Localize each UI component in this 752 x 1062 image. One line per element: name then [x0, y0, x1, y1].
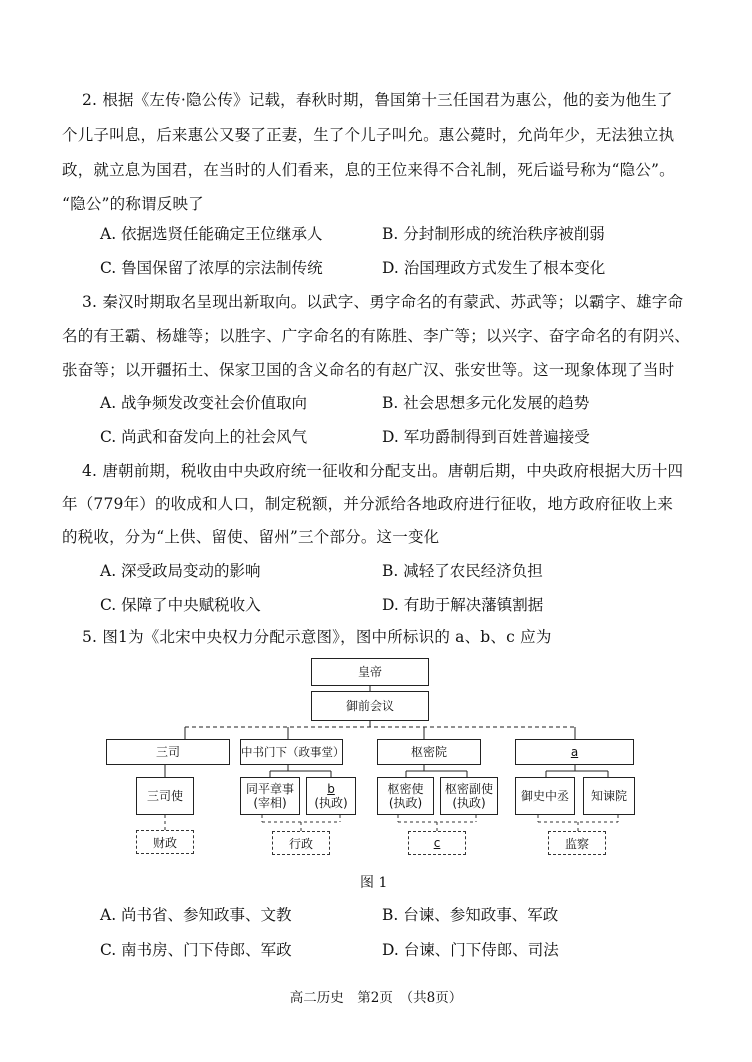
diagram-xingzheng: 行政 [272, 831, 330, 855]
diagram-shumifushi [440, 777, 498, 815]
diagram-zhijianyuan: 知谏院 [583, 777, 635, 815]
q4-option-b[interactable]: B. 减轻了农民经济负担 [382, 562, 543, 580]
figure-caption: 图 1 [360, 875, 388, 891]
diagram-shumifushi-title: 枢密副使 [444, 782, 493, 796]
q5-option-d[interactable]: D. 台谏、门下侍郎、司法 [382, 941, 559, 959]
diagram-shumishi-sub: (执政) [388, 796, 423, 810]
diagram-zhongshu-menxia: 中书门下（政事堂） [240, 739, 343, 765]
q4-option-a[interactable]: A. 深受政局变动的影响 [100, 562, 261, 580]
diagram-emperor: 皇帝 [311, 658, 429, 686]
q3-option-d[interactable]: D. 军功爵制得到百姓普遍接受 [382, 428, 590, 446]
q5-stem: 5. 图1为《北宋中央权力分配示意图》，图中所标识的 a、b、c 应为 [82, 628, 552, 646]
diagram-sansi-shi: 三司使 [136, 777, 194, 815]
diagram-tongpingzhangshi [240, 777, 300, 815]
diagram-yushi-zhongcheng: 御史中丞 [515, 777, 575, 815]
q3-option-a[interactable]: A. 战争频发改变社会价值取向 [100, 394, 308, 412]
diagram-sansi: 三司 [106, 739, 230, 765]
q3-stem-line-3: 张奋等；以开疆拓土、保家卫国的含义命名的有赵广汉、张安世等。这一现象体现了当时 [62, 361, 675, 379]
page-footer: 高二历史 第2页 （共8页） [289, 990, 463, 1006]
q4-stem-line-2: 年（779年）的收成和人口，制定税额，并分派给各地政府进行征收，地方政府征收上来 [62, 495, 674, 513]
q3-stem-line-1: 3. 秦汉时期取名呈现出新取向。以武字、勇字命名的有蒙武、苏武等；以霸字、雄字命 [82, 293, 684, 311]
q2-option-d[interactable]: D. 治国理政方式发生了根本变化 [382, 259, 606, 277]
diagram-a-label: a [570, 745, 579, 759]
q3-stem-line-2: 名的有王霸、杨雄等；以胜字、广字命名的有陈胜、李广等；以兴字、奋字命名的有阴兴、 [62, 327, 691, 345]
diagram-shumifushi-sub: (执政) [452, 796, 486, 810]
q3-option-b[interactable]: B. 社会思想多元化发展的趋势 [382, 394, 590, 412]
diagram-jiancha: 监察 [548, 831, 606, 855]
diagram-b-label: b [327, 782, 335, 796]
q2-stem-line-3: 政，就立息为国君，在当时的人们看来，息的王位来得不合礼制，死后谥号称为“隐公”。 [62, 161, 675, 179]
q4-option-d[interactable]: D. 有助于解决藩镇割据 [382, 596, 544, 614]
q2-option-c[interactable]: C. 鲁国保留了浓厚的宗法制传统 [100, 259, 323, 277]
q5-option-c[interactable]: C. 南书房、门下侍郎、军政 [100, 941, 292, 959]
diagram-blank-b [306, 777, 356, 815]
q4-option-c[interactable]: C. 保障了中央赋税收入 [100, 596, 261, 614]
diagram-b-sub: (执政) [314, 796, 348, 810]
diagram-caizheng: 财政 [136, 830, 194, 854]
q2-stem-line-4: “隐公”的称谓反映了 [62, 195, 204, 213]
diagram-tongping-sub: (宰相) [253, 796, 287, 810]
q2-option-a[interactable]: A. 依据选贤任能确定王位继承人 [100, 225, 323, 243]
diagram-blank-a [515, 739, 634, 765]
q2-option-b[interactable]: B. 分封制形成的统治秩序被削弱 [382, 225, 605, 243]
diagram-c-label: c [433, 836, 441, 850]
q2-stem-line-2: 个儿子叫息，后来惠公又娶了正妻，生了个儿子叫允。惠公薨时，允尚年少，无法独立执 [62, 126, 675, 144]
diagram-shumishi [377, 777, 434, 815]
diagram-blank-c [408, 831, 466, 855]
q3-option-c[interactable]: C. 尚武和奋发向上的社会风气 [100, 428, 308, 446]
diagram-shumishi-title: 枢密使 [387, 782, 424, 796]
q2-stem-line-1: 2. 根据《左传·隐公传》记载，春秋时期，鲁国第十三任国君为惠公，他的妾为他生了 [82, 91, 673, 109]
diagram-tongping-title: 同平章事 [245, 782, 294, 796]
diagram-imperial-council: 御前会议 [311, 691, 429, 721]
diagram-shumiyuan: 枢密院 [377, 739, 481, 765]
q4-stem-line-3: 的税收，分为“上供、留使、留州”三个部分。这一变化 [62, 528, 440, 546]
q4-stem-line-1: 4. 唐朝前期，税收由中央政府统一征收和分配支出。唐朝后期，中央政府根据大历十四 [82, 462, 684, 480]
q5-option-b[interactable]: B. 台谏、参知政事、军政 [382, 906, 559, 924]
q5-option-a[interactable]: A. 尚书省、参知政事、文教 [100, 906, 292, 924]
